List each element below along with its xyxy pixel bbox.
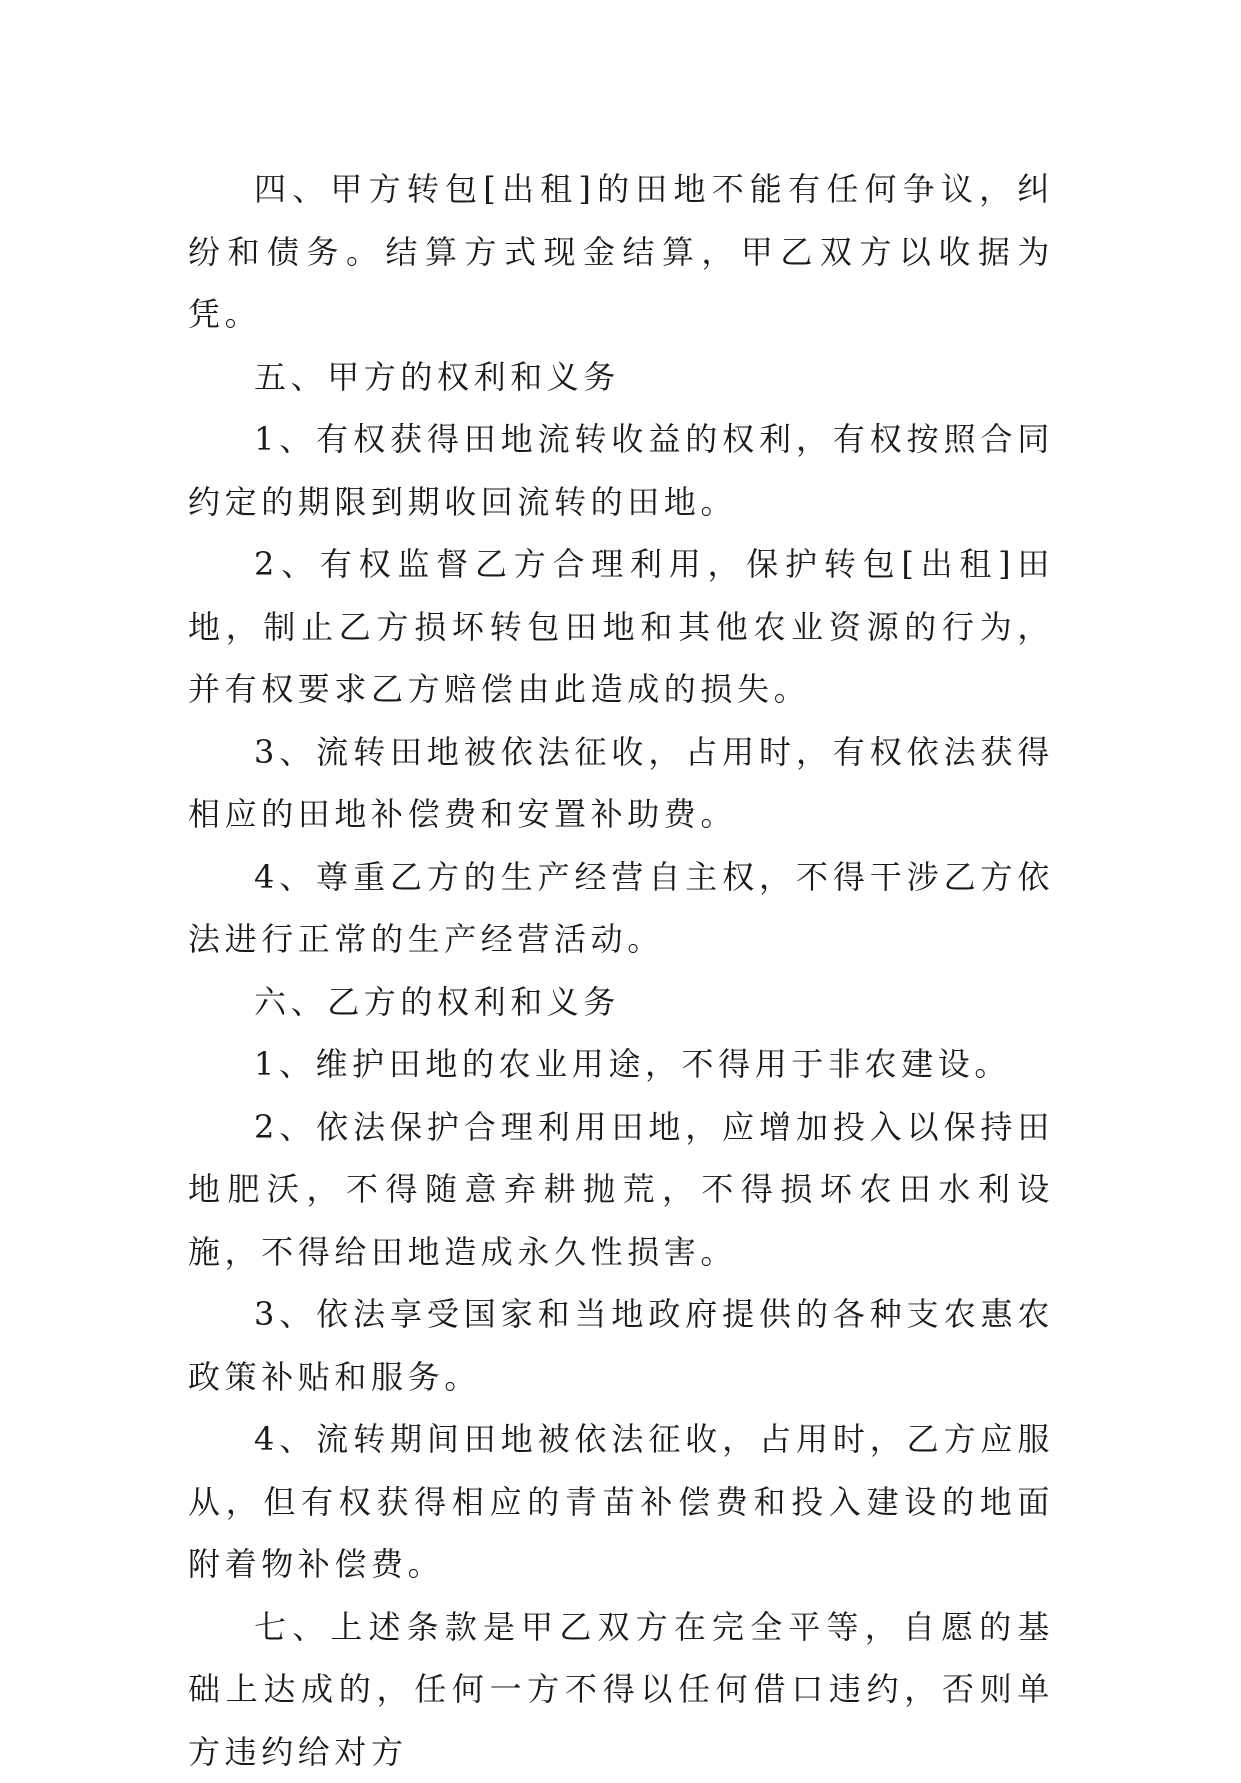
section-heading-party-b-rights: 六、乙方的权利和义务 <box>188 971 1054 1034</box>
paragraph-clause-7: 七、上述条款是甲乙双方在完全平等，自愿的基础上达成的，任何一方不得以任何借口违约，否则单方违约给对方 <box>188 1596 1054 1783</box>
paragraph-b-right-1: 1、维护田地的农业用途，不得用于非农建设。 <box>188 1033 1054 1096</box>
paragraph-b-right-2: 2、依法保护合理利用田地，应增加投入以保持田地肥沃，不得随意弃耕抛荒，不得损坏农田水利设施，不得给田地造成永久性损害。 <box>188 1096 1054 1284</box>
paragraph-clause-4: 四、甲方转包[出租]的田地不能有任何争议，纠纷和债务。结算方式现金结算，甲乙双方以收据为凭。 <box>188 158 1054 346</box>
paragraph-a-right-4: 4、尊重乙方的生产经营自主权，不得干涉乙方依法进行正常的生产经营活动。 <box>188 846 1054 971</box>
paragraph-b-right-3: 3、依法享受国家和当地政府提供的各种支农惠农政策补贴和服务。 <box>188 1283 1054 1408</box>
paragraph-b-right-4: 4、流转期间田地被依法征收，占用时，乙方应服从，但有权获得相应的青苗补偿费和投入建设的地面附着物补偿费。 <box>188 1408 1054 1596</box>
section-heading-party-a-rights: 五、甲方的权利和义务 <box>188 346 1054 409</box>
document-body <box>188 158 1054 1783</box>
paragraph-a-right-1: 1、有权获得田地流转收益的权利，有权按照合同约定的期限到期收回流转的田地。 <box>188 408 1054 533</box>
paragraph-a-right-3: 3、流转田地被依法征收，占用时，有权依法获得相应的田地补偿费和安置补助费。 <box>188 721 1054 846</box>
paragraph-a-right-2: 2、有权监督乙方合理利用，保护转包[出租]田地，制止乙方损坏转包田地和其他农业资源的行为，并有权要求乙方赔偿由此造成的损失。 <box>188 533 1054 721</box>
